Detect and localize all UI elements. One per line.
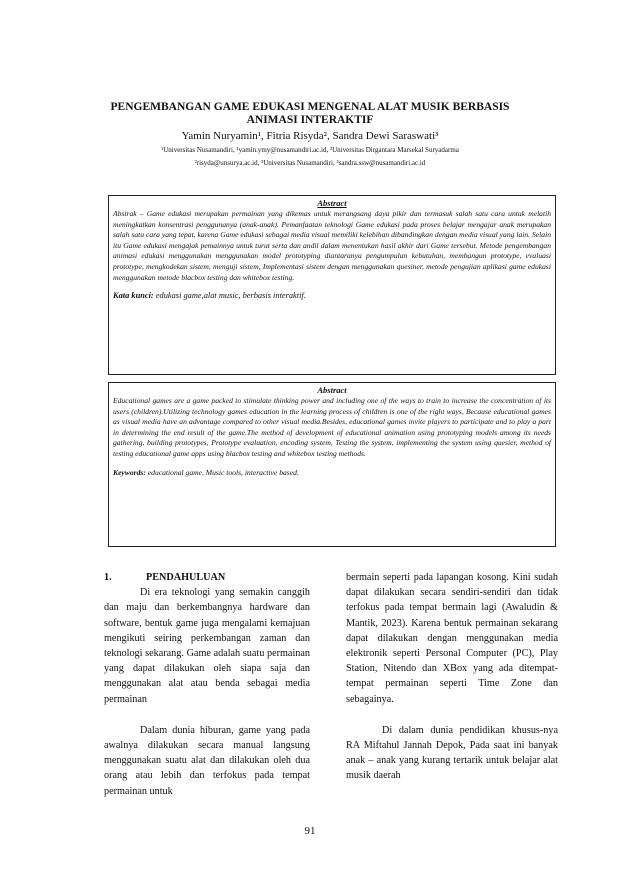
- section-number: 1.: [104, 572, 112, 583]
- author-list: Yamin Nuryamin¹, Fitria Risyda², Sandra Dewi Saraswati³: [181, 130, 439, 142]
- abstract-english-box: [108, 382, 556, 547]
- paragraph: Di dalam dunia pendidikan khusus-nya RA Miftahul Jannah Depok, Pada saat ini banyak anak – anak yang kurang tertarik untuk belajar alat musik daerah: [346, 724, 558, 782]
- keywords-text: edukasi game,alat music, berbasis interaktif.: [153, 291, 306, 301]
- title-line-2: ANIMASI INTERAKTIF: [246, 114, 374, 126]
- paragraph: bermain seperti pada lapangan kosong. Kini sudah dapat dilakukan secara sendiri-sendiri dan tidak terfokus pada tempat bermain lagi (Awaludin & Mantik, 2023). Karena bentuk permainan sekarang dapat dilakukan dengan menggunakan media elektronik seperti Personal Computer (PC), Play Station, Nitendo dan XBox yang ada ditempat-tempat permainan seperti Time Zone dan sebagainya.: [346, 572, 558, 705]
- abstract-indonesian-heading: Abstract: [317, 198, 347, 208]
- section-heading: [104, 570, 310, 585]
- paper-title: [100, 101, 520, 127]
- abstract-english-body: Educational games are a game packed to stimulate thinking power and including one of the ways to train to increase the concentration of its users (children).Utilizing technology games education in the learning process of children is one of the right ways, Because educational games as visual media have an advantage compared to other visual media.Besides, educational games invite players to participate and to play a part in determining the end result of the game.The method of development of educational animation using prototyping models among its needs gathering, building prototypes, Prototype evaluation, encoding system, Testing the system, implementing the system using quesier, method of testing educational game apps using blacbox testing and whitebox testing methods.: [113, 396, 551, 458]
- abstract-indonesian-box: [108, 195, 556, 375]
- section-title: PENDAHULUAN: [146, 572, 226, 583]
- right-column: [346, 570, 558, 784]
- abstract-indonesian-body: Abstrak – Game edukasi merupakan permainan yang dikemas untuk merangsang daya pikir dan termasuk salah satu cara untuk melatih meningkatkan konsentrasi penggunanya (anak-anak). Pemanfaatan teknologi Game edukasi pada proses belajar mengajar anak merupakan salah satu cara yang tepat, karena Game edukasi sebagai media visual memiliki kelebihan dibandingkan dengan media visual yang lain. Selain itu Game edukasi mengajak pemainnya untuk turut serta dan andil dalam menentukan hasil akhir dari Game tersebut. Metode pengembangan animasi edukasi menggunakan menggunakan model prototyping diantaranya pengumpulan kebutuhan, membangun prototype, evaluasi prototype, mengkodekan sistem, menguji sistem, Implementasi sistem dengan menggunakan quesiner, metode pengujian aplikasi game edukasi menggunakan metode blacbox testing dan whitebox testing.: [113, 209, 551, 282]
- affiliation-line-2: ²risyda@unsurya.ac.id, ³Universitas Nusamandiri, ³sandra.ssw@nusamandiri.ac.id: [194, 159, 426, 167]
- paragraph: Dalam dunia hiburan, game yang pada awalnya dilakukan secara manual langsung menggunakan suatu alat dan dilakukan oleh dua orang atau lebih dan terfokus pada tempat permainan untuk: [104, 724, 310, 797]
- affiliation-line-1: ¹Universitas Nusamandiri, ¹yamin.ymy@nusamandiri.ac.id, ²Universitas Dirgantara Marsekal Suryadarma: [161, 146, 459, 154]
- keywords-text: educational game, Music tools, interactive based.: [145, 467, 299, 477]
- paragraph: Di era teknologi yang semakin canggih dan maju dan berkembangnya hardware dan software, bentuk game juga mengalami kemajuan mengikuti seiring perkembangan zaman dan teknologi sekarang. Game adalah suatu permainan yang dapat dilakukan oleh siapa saja dan menggunakan alat atau benda sebagai media permainan: [104, 587, 310, 705]
- abstract-english-keywords: [113, 468, 551, 479]
- page-number: 91: [304, 825, 316, 837]
- abstract-indonesian-keywords: [113, 291, 551, 302]
- keywords-label: Kata kunci:: [113, 291, 154, 301]
- keywords-label: Keywords:: [113, 467, 146, 477]
- abstract-english-heading: Abstract: [317, 385, 347, 395]
- title-line-1: PENGEMBANGAN GAME EDUKASI MENGENAL ALAT MUSIK BERBASIS: [110, 101, 510, 113]
- left-column: [104, 570, 310, 799]
